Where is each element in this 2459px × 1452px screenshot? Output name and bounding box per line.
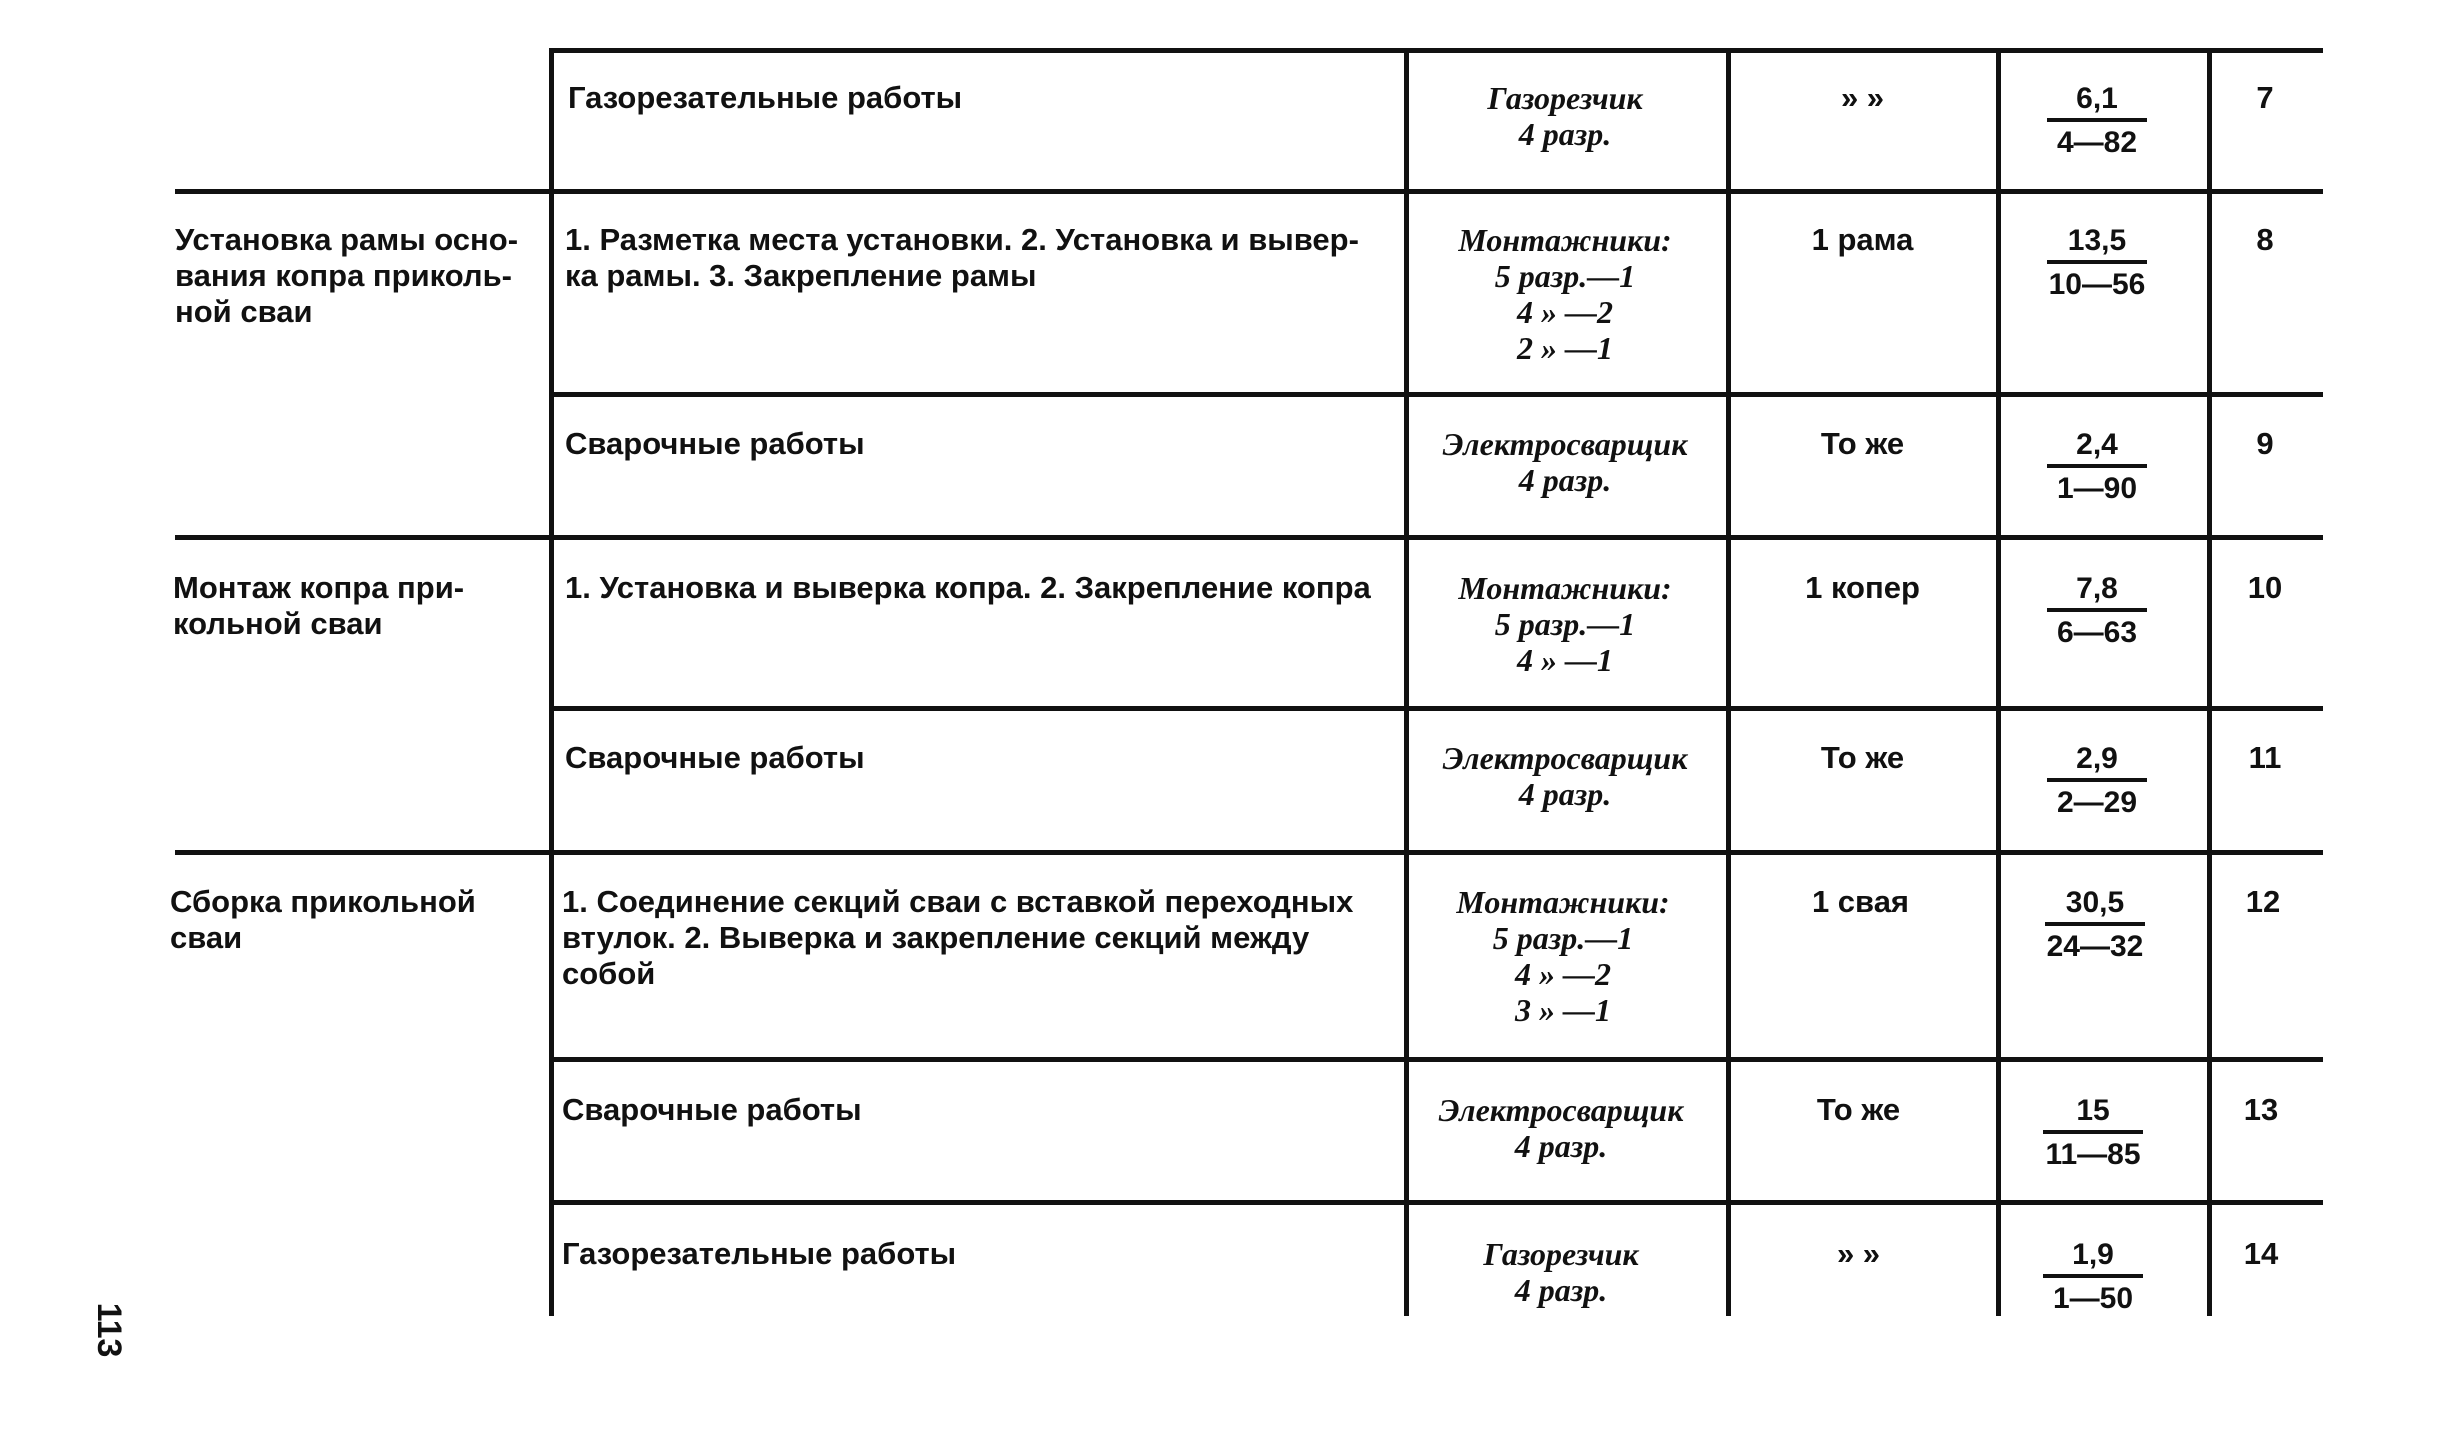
workers-cell: Монтажники: 5 разр.—1 4 » —1 [1458, 570, 1672, 678]
unit-cell: 1 рама [1811, 222, 1914, 257]
fraction-bar [2043, 1130, 2143, 1134]
norm-fraction [2047, 428, 2147, 506]
item-number: 12 [2245, 884, 2281, 919]
workers-cell: Электросварщик 4 разр. [1442, 740, 1688, 812]
item-number: 9 [2256, 426, 2274, 461]
unit-cell: То же [1816, 1092, 1901, 1127]
time-norm: 2,4 [2076, 428, 2118, 461]
item-number: 11 [2248, 740, 2282, 775]
item-number: 8 [2256, 222, 2274, 257]
rate-value: 10—56 [2048, 268, 2146, 301]
item-number: 7 [2256, 80, 2274, 115]
unit-cell: То же [1820, 426, 1905, 461]
rate-value: 4—82 [2056, 126, 2138, 159]
workers-cell: Газорезчик 4 разр. [1487, 80, 1643, 152]
operations-cell: Сварочные работы [565, 426, 865, 461]
unit-cell: 1 свая [1811, 884, 1910, 919]
time-norm: 1,9 [2072, 1238, 2114, 1271]
norm-fraction [2047, 572, 2147, 650]
fraction-bar [2047, 778, 2147, 782]
norm-fraction [2047, 224, 2147, 302]
row-divider [550, 706, 2323, 711]
row-divider [550, 1057, 2323, 1062]
fraction-bar [2047, 260, 2147, 264]
item-number: 13 [2243, 1092, 2279, 1127]
row-divider [550, 392, 2323, 397]
operations-cell: Газорезательные работы [568, 80, 963, 115]
time-norm: 7,8 [2076, 572, 2118, 605]
column-rule [1996, 48, 2001, 1316]
time-norm: 30,5 [2065, 886, 2125, 919]
operations-cell: Сварочные работы [562, 1092, 862, 1127]
time-norm: 15 [2076, 1094, 2110, 1127]
norm-fraction [2043, 1238, 2143, 1316]
item-number: 14 [2243, 1236, 2279, 1271]
row-divider [550, 1200, 2323, 1205]
fraction-bar [2047, 464, 2147, 468]
workers-cell: Монтажники: 5 разр.—1 4 » —2 3 » —1 [1456, 884, 1670, 1028]
operations-cell: 1. Разметка места установки. 2. Установка и вывер- ка рамы. 3. Закрепление рамы [565, 222, 1359, 293]
rate-value: 1—90 [2056, 472, 2138, 505]
operations-cell: Газорезательные работы [562, 1236, 957, 1271]
work-name-cell: Установка рамы осно- вания копра приколь- ной сваи [175, 222, 519, 329]
table-top-rule [550, 48, 2323, 53]
unit-cell: » » [1836, 1236, 1881, 1271]
fraction-bar [2047, 608, 2147, 612]
unit-cell: » » [1840, 80, 1885, 115]
operations-cell: Сварочные работы [565, 740, 865, 775]
page-number: 113 [90, 1302, 128, 1358]
norm-fraction [2045, 886, 2145, 964]
rate-value: 6—63 [2056, 616, 2138, 649]
fraction-bar [2045, 922, 2145, 926]
norm-fraction [2043, 1094, 2143, 1172]
item-number: 10 [2247, 570, 2283, 605]
workers-cell: Монтажники: 5 разр.—1 4 » —2 2 » —1 [1458, 222, 1672, 366]
fraction-bar [2043, 1274, 2143, 1278]
rate-value: 1—50 [2052, 1282, 2134, 1315]
rate-value: 24—32 [2046, 930, 2144, 963]
fraction-bar [2047, 118, 2147, 122]
time-norm: 13,5 [2067, 224, 2127, 257]
workers-cell: Электросварщик 4 разр. [1438, 1092, 1684, 1164]
workers-cell: Газорезчик 4 разр. [1483, 1236, 1639, 1308]
unit-cell: То же [1820, 740, 1905, 775]
norm-fraction [2047, 742, 2147, 820]
work-name-cell: Монтаж копра при- кольной сваи [173, 570, 465, 641]
time-norm: 2,9 [2076, 742, 2118, 775]
operations-cell: 1. Установка и выверка копра. 2. Закрепление копра [565, 570, 1371, 605]
column-rule [549, 48, 554, 1316]
rate-value: 2—29 [2056, 786, 2138, 819]
norm-fraction [2047, 82, 2147, 160]
rate-value: 11—85 [2045, 1138, 2141, 1171]
unit-cell: 1 копер [1805, 570, 1920, 605]
operations-cell: 1. Соединение секций сваи с вставкой переходных втулок. 2. Выверка и закрепление секций между собой [562, 884, 1354, 991]
workers-cell: Электросварщик 4 разр. [1442, 426, 1688, 498]
work-name-cell: Сборка прикольной сваи [170, 884, 476, 955]
time-norm: 6,1 [2076, 82, 2118, 115]
